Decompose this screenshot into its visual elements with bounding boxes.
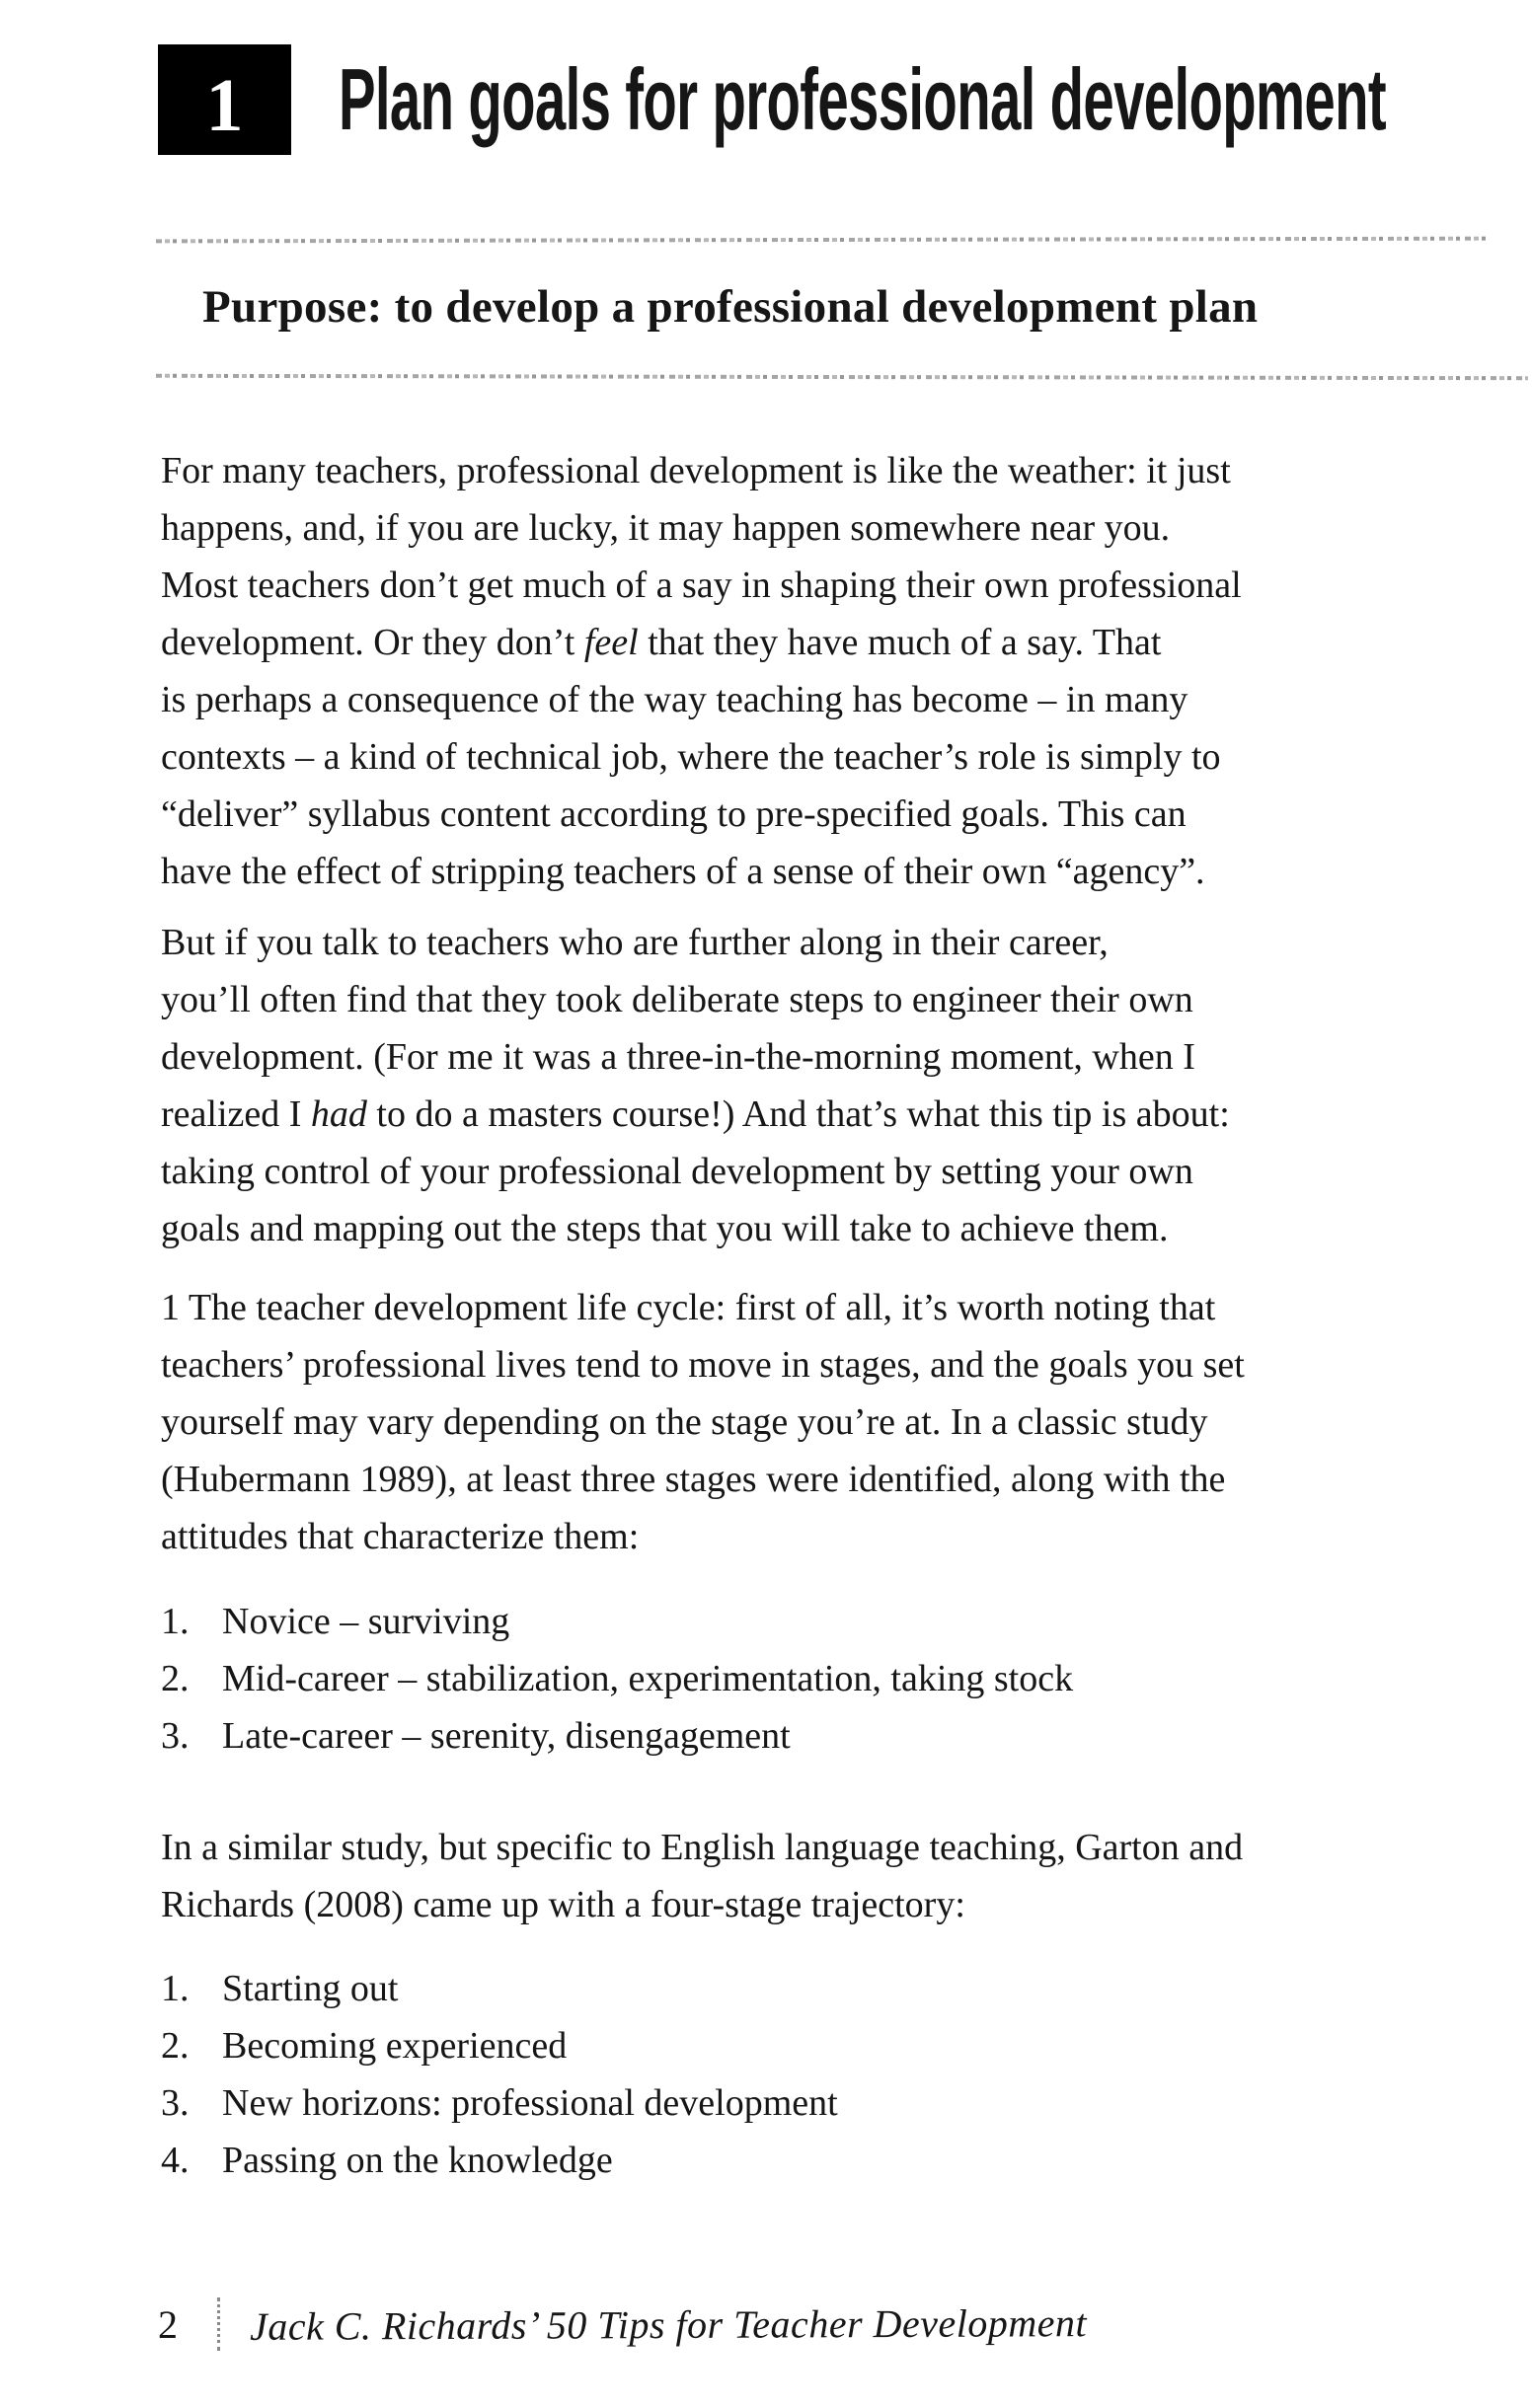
- list-item: [161, 1960, 1503, 2017]
- text-segment: is perhaps a consequence of the way teaching has become – in many: [161, 679, 1188, 720]
- text-line: [161, 499, 1503, 557]
- list-item-number: 3.: [161, 1715, 190, 1757]
- list-item-number: 2.: [161, 2025, 190, 2067]
- text-segment: But if you talk to teachers who are further along in their career,: [161, 922, 1109, 963]
- list-item-number: 1.: [161, 1968, 190, 2009]
- list-item: [161, 2017, 1503, 2074]
- text-line: [161, 1393, 1503, 1451]
- decorative-rule-bottom: [156, 374, 1528, 380]
- list-item: [161, 1650, 1503, 1707]
- text-line: [161, 442, 1503, 499]
- text-segment: teachers’ professional lives tend to move in stages, and the goals you set: [161, 1344, 1245, 1386]
- text-line: [161, 1876, 1503, 1933]
- list-item-text: Novice – surviving: [222, 1601, 510, 1642]
- text-line: [161, 1200, 1503, 1257]
- list-item-number: 4.: [161, 2140, 190, 2181]
- paragraph: [161, 914, 1503, 1257]
- book-title: Jack C. Richards’ 50 Tips for Teacher Development: [249, 2299, 1088, 2349]
- list-item: [161, 1707, 1503, 1765]
- text-line: [161, 786, 1503, 843]
- text-line: [161, 728, 1503, 786]
- text-line: [161, 971, 1503, 1028]
- text-segment: you’ll often find that they took deliberate steps to engineer their own: [161, 979, 1193, 1020]
- list-item: [161, 2132, 1503, 2189]
- text-segment: attitudes that characterize them:: [161, 1516, 640, 1557]
- text-line: [161, 914, 1503, 971]
- text-segment: In a similar study, but specific to English language teaching, Garton and: [161, 1827, 1244, 1868]
- page-number: 2: [158, 2301, 178, 2347]
- footer-divider: [217, 2297, 220, 2351]
- decorative-rule-top: [156, 237, 1491, 244]
- text-segment: Richards (2008) came up with a four-stage trajectory:: [161, 1884, 965, 1925]
- page-title: Plan goals for professional development: [339, 50, 1386, 148]
- text-segment: development. (For me it was a three-in-the-morning moment, when I: [161, 1036, 1195, 1078]
- text-line: [161, 557, 1503, 614]
- text-segment: have the effect of stripping teachers of a sense of their own “agency”.: [161, 851, 1205, 892]
- text-line: [161, 1508, 1503, 1565]
- list-item-text: New horizons: professional development: [222, 2082, 838, 2124]
- text-segment: feel: [583, 622, 639, 663]
- body-content: [161, 442, 1503, 2189]
- list-item-text: Becoming experienced: [222, 2025, 568, 2067]
- text-line: [161, 671, 1503, 728]
- list-item-text: Starting out: [222, 1968, 399, 2009]
- list-item-number: 1.: [161, 1601, 190, 1642]
- text-segment: (Hubermann 1989), at least three stages were identified, along with the: [161, 1459, 1226, 1500]
- text-segment: For many teachers, professional development is like the weather: it just: [161, 450, 1231, 491]
- text-segment: yourself may vary depending on the stage you’re at. In a classic study: [161, 1401, 1208, 1443]
- text-segment: had: [310, 1093, 367, 1135]
- text-line: [161, 614, 1503, 671]
- list-item-number: 3.: [161, 2082, 190, 2124]
- text-segment: development. Or they don’t: [161, 622, 584, 663]
- text-line: [161, 1279, 1503, 1336]
- text-line: [161, 1143, 1503, 1200]
- text-segment: Most teachers don’t get much of a say in shaping their own professional: [161, 564, 1242, 606]
- text-segment: contexts – a kind of technical job, where the teacher’s role is simply to: [161, 736, 1221, 778]
- list-item: [161, 1593, 1503, 1650]
- purpose-heading: Purpose: to develop a professional development plan: [202, 281, 1259, 333]
- list-item-text: Passing on the knowledge: [222, 2140, 613, 2181]
- text-segment: “deliver” syllabus content according to pre-specified goals. This can: [161, 793, 1187, 835]
- paragraph: [161, 1819, 1503, 1933]
- text-line: [161, 1336, 1503, 1393]
- text-segment: goals and mapping out the steps that you will take to achieve them.: [161, 1208, 1169, 1249]
- text-line: [161, 1819, 1503, 1876]
- numbered-list: [161, 1960, 1503, 2189]
- text-line: [161, 843, 1503, 900]
- chapter-header: [158, 44, 1512, 155]
- text-segment: that they have much of a say. That: [638, 622, 1162, 663]
- text-line: [161, 1028, 1503, 1086]
- list-item-number: 2.: [161, 1658, 190, 1699]
- list-item: [161, 2074, 1503, 2132]
- page-footer: [158, 2297, 1087, 2351]
- numbered-list: [161, 1593, 1503, 1765]
- text-segment: taking control of your professional development by setting your own: [161, 1151, 1193, 1192]
- text-segment: to do a masters course!) And that’s what this tip is about:: [366, 1093, 1230, 1135]
- paragraph: [161, 1279, 1503, 1565]
- tip-number: 1: [205, 63, 244, 147]
- text-line: [161, 1451, 1503, 1508]
- text-segment: 1 The teacher development life cycle: first of all, it’s worth noting that: [161, 1287, 1216, 1328]
- list-item-text: Mid-career – stabilization, experimentation, taking stock: [222, 1658, 1074, 1699]
- list-item-text: Late-career – serenity, disengagement: [222, 1715, 791, 1757]
- tip-number-badge: [158, 44, 291, 155]
- text-segment: happens, and, if you are lucky, it may happen somewhere near you.: [161, 507, 1171, 549]
- text-line: [161, 1086, 1503, 1143]
- text-segment: realized I: [161, 1093, 311, 1135]
- paragraph: [161, 442, 1503, 900]
